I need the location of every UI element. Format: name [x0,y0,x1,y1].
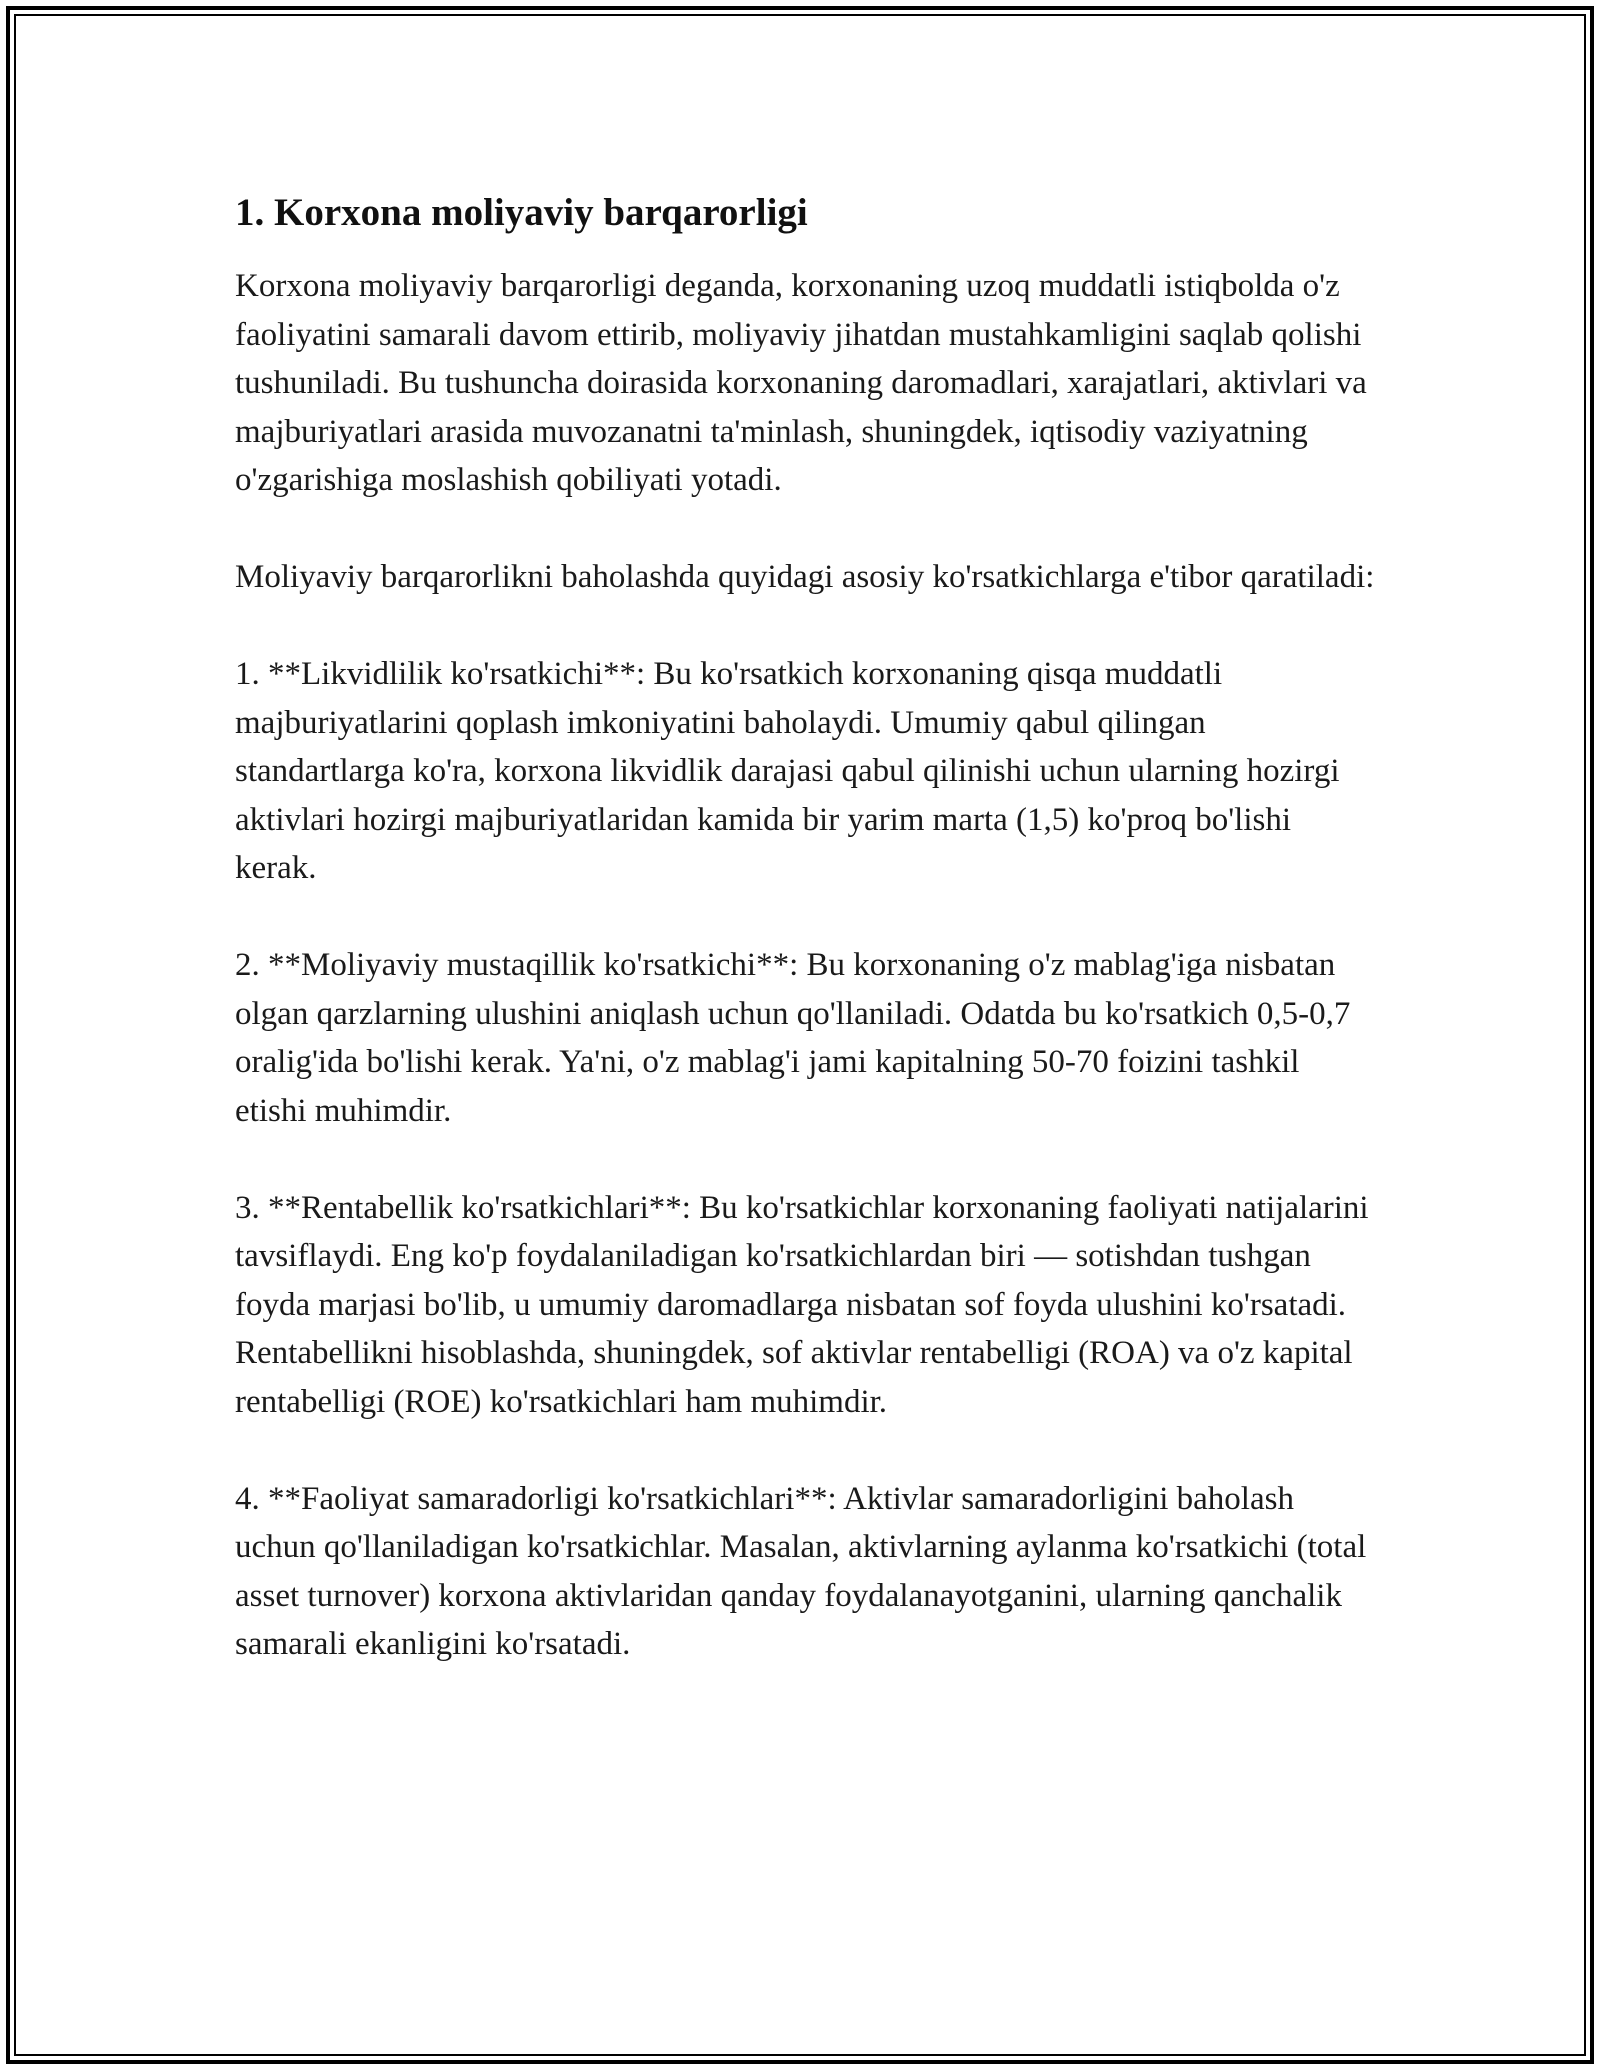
indicators-lead-paragraph: Moliyaviy barqarorlikni baholashda quyidagi asosiy ko'rsatkichlarga e'tibor qaratiladi: [235,559,1375,595]
document-body [235,186,1375,1717]
profitability-indicator-paragraph: 3. **Rentabellik ko'rsatkichlari**: Bu ko'rsatkichlar korxonaning faoliyati natijalarini tavsiflaydi. Eng ko'p foydalaniladigan ko'rsatkichlardan biri — sotishdan tushgan foyda marjasi bo'lib, u umumiy daromadlarga nisbatan sof foyda ulushini ko'rsatadi. Rentabellikni hisoblashda, shuningdek, sof aktivlar rentabelligi (ROA) va o'z kapital rentabelligi (ROE) ko'rsatkichlari ham muhimdir. [235,1189,1369,1420]
efficiency-indicator-paragraph: 4. **Faoliyat samaradorligi ko'rsatkichlari**: Aktivlar samaradorligini baholash uchun qo'llaniladigan ko'rsatkichlar. Masalan, aktivlarning aylanma ko'rsatkichi (total asset turnover) korxona aktivlaridan qanday foydalanayotganini, ularning qanchalik samarali ekanligini ko'rsatadi. [235,1480,1367,1662]
intro-paragraph: Korxona moliyaviy barqarorligi deganda, korxonaning uzoq muddatli istiqbolda o'z faoliyatini samarali davom ettirib, moliyaviy jihatdan mustahkamligini saqlab qolishi tushuniladi. Bu tushuncha doirasida korxonaning daromadlari, xarajatlari, aktivlari va majburiyatlari arasida muvozanatni ta'minlash, shuningdek, iqtisodiy vaziyatning o'zgarishiga moslashish qobiliyati yotadi. [235,268,1367,498]
independence-indicator-paragraph: 2. **Moliyaviy mustaqillik ko'rsatkichi**: Bu korxonaning o'z mablag'iga nisbatan olgan qarzlarning ulushini aniqlash uchun qo'llaniladi. Odatda bu ko'rsatkich 0,5-0,7 oralig'ida bo'lishi kerak. Ya'ni, o'z mablag'i jami kapitalning 50-70 foizini tashkil etishi muhimdir. [235,947,1351,1129]
liquidity-indicator-paragraph: 1. **Likvidlilik ko'rsatkichi**: Bu ko'rsatkich korxonaning qisqa muddatli majburiyatlarini qoplash imkoniyatini baholaydi. Umumiy qabul qilingan standartlarga ko'ra, korxona likvidlik darajasi qabul qilinishi uchun ularning hozirgi aktivlari hozirgi majburiyatlaridan kamida bir yarim marta (1,5) ko'proq bo'lishi kerak. [235,656,1340,886]
section-heading: 1. Korxona moliyaviy barqarorligi [235,191,808,234]
